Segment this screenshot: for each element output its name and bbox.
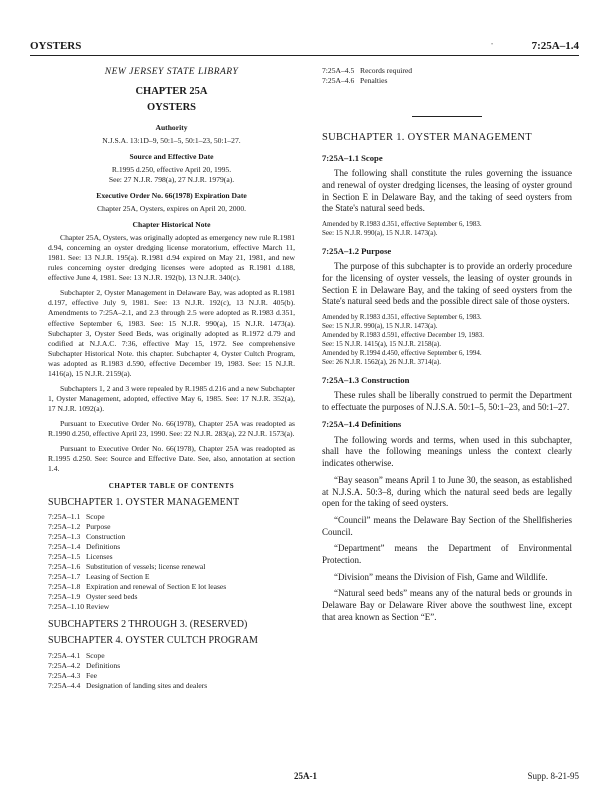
toc-subchapter-1-list: [48, 512, 295, 612]
toc-item[interactable]: [48, 562, 295, 572]
toc-item-title: Definitions: [86, 660, 121, 670]
library-stamp: NEW JERSEY STATE LIBRARY: [104, 67, 239, 77]
chapter-label: CHAPTER 25A: [135, 85, 208, 97]
toc-item-title: Designation of landing sites and dealers: [86, 680, 208, 690]
toc-item-title: Substitution of vessels; license renewal: [86, 562, 206, 572]
toc-item[interactable]: [48, 592, 295, 602]
toc-item-title: Licenses: [86, 552, 113, 562]
toc-item-number: 7:25A–1.3: [48, 532, 81, 542]
historical-paragraph: Subchapters 1, 2 and 3 were repealed by R.1985 d.216 and a new Subchapter 1, Oyster Management, adopted, effective May 6, 1985. See: 17 N.J.R. 352(a), 17 N.J.R. 1092(a).: [48, 383, 295, 413]
toc-item-title: Review: [86, 602, 110, 612]
toc-item[interactable]: [48, 522, 295, 532]
toc-item-number: 7:25A–1.1: [48, 512, 81, 522]
section-1-1-heading: 7:25A–1.1 Scope: [322, 152, 383, 163]
toc-item-title: Scope: [86, 650, 105, 660]
toc-item[interactable]: [322, 76, 572, 86]
source-title: Source and Effective Date: [129, 152, 214, 162]
historical-paragraph: Chapter 25A, Oysters, was originally adopted as emergency new rule R.1981 d.94, concerning an oyster dredging license moratorium, effective March 11, 1981. See: 13 N.J.R. 195(a). R.1981 d.94 expired on May 21, 1981, and new rules concerning oyster dredging licenses were adopted as R.1981 d.188, effective June 4, 1981. See: 13 N.J.R. 192(b), 13 N.J.R. 340(c).: [48, 233, 295, 283]
executive-order-text: Chapter 25A, Oysters, expires on April 20, 2000.: [96, 204, 247, 214]
toc-item[interactable]: [48, 671, 295, 681]
historical-paragraph: Pursuant to Executive Order No. 66(1978), Chapter 25A was readopted as R.1995 d.250. See: Source and Effective Date. See, also, annotation at section 1.4.: [48, 443, 295, 473]
toc-item-number: 7:25A–1.2: [48, 522, 81, 532]
executive-order-title: Executive Order No. 66(1978) Expiration Date: [96, 191, 247, 201]
source-text: R.1995 d.250, effective April 20, 1995. See: 27 N.J.R. 798(a), 27 N.J.R. 1979(a).: [108, 165, 235, 185]
toc-item-number: 7:25A–1.4: [48, 542, 81, 552]
toc-subchapter-4-heading: SUBCHAPTER 4. OYSTER CULTCH PROGRAM: [48, 635, 258, 647]
historical-paragraph: Subchapter 2, Oyster Management in Delaware Bay, was adopted as R.1981 d.197, effective July 9, 1981. See: 13 N.J.R. 192(c), 13 N.J.R. 405(b). Amendments to 7:25A–2.1, and 2.3 through 2.5 were adopted as R.1983 d.351, effective September 6, 1983. See: 15 N.J.R. 990(a), 15 N.J.R. 1473(a). Subchapter 3, Oyster Seed Beds, was originally adopted as R.1972 d.79 and codified at N.J.A.C. 7:36, effective May 15, 1972. See comprehensive Subchapter Historical Note. this chapter. Subchapter 4, Oyster Cultch Program, was adopted as R.1983 d.590, effective December 19, 1983. See: 15 N.J.R. 1416(a), 15 N.J.R. 2159(a).: [48, 288, 295, 378]
right-column: [322, 66, 572, 628]
toc-item-number: 7:25A–4.5: [322, 66, 355, 75]
toc-item[interactable]: [48, 572, 295, 582]
toc-item-title: Purpose: [86, 522, 111, 532]
definition-paragraph: “Council” means the Delaware Bay Section of the Shellfisheries Council.: [322, 514, 572, 537]
section-divider: [412, 116, 482, 117]
toc-subchapter-4-list: [48, 651, 295, 691]
toc-item-number: 7:25A–4.4: [48, 680, 81, 690]
toc-item[interactable]: [48, 651, 295, 661]
toc-item-number: 7:25A–4.2: [48, 660, 81, 670]
left-column: [48, 66, 295, 697]
header-rule: [30, 55, 579, 56]
definition-paragraph: The following words and terms, when used in this subchapter, shall have the following meanings unless the context clearly indicates otherwise.: [322, 434, 572, 469]
toc-item-number: 7:25A–1.10: [48, 602, 85, 612]
toc-item-title: Expiration and renewal of Section E lot leases: [86, 582, 227, 592]
historical-note-title: Chapter Historical Note: [132, 220, 211, 230]
supplement-date: Supp. 8-21-95: [527, 771, 579, 781]
page-number: 25A-1: [294, 771, 317, 781]
toc-subchapter-4-continued: [322, 66, 572, 86]
toc-item-number: 7:25A–1.9: [48, 592, 81, 602]
section-1-2-amendments: Amended by R.1983 d.351, effective September 6, 1983. See: 15 N.J.R. 990(a), 15 N.J.R. 1473(a). Amended by R.1983 d.591, effective December 19, 1983. See: 15 N.J.R. 1415(a), 15 N.J.R. 2158(a). Amended by R.1994 d.450, effective September 6, 1994. See: 26 N.J.R. 1562(a), 26 N.J.R. 3714(a).: [322, 312, 484, 366]
toc-item[interactable]: [48, 681, 295, 691]
section-1-1-text: The following shall constitute the rules governing the issuance and renewal of oyster dredging licenses, the leasing of oyster ground in Section E in Delaware Bay, and the taking of seed oysters from the State's natural seed beds.: [322, 168, 572, 214]
running-head-section: 7:25A–1.4: [531, 40, 579, 52]
historical-paragraph: Pursuant to Executive Order No. 66(1978), Chapter 25A was readopted as R.1990 d.250, effective April 23, 1990. See: 22 N.J.R. 283(a), 22 N.J.R. 1573(a).: [48, 418, 295, 438]
toc-title: CHAPTER TABLE OF CONTENTS: [108, 481, 235, 490]
section-1-2-text: The purpose of this subchapter is to provide an orderly procedure for the licensing of oyster vessels, the leasing of oyster grounds in Section E in Delaware Bay, and the taking of seed oysters from the State's natural seed beds and the possible direct sale of those oysters.: [322, 261, 572, 307]
toc-item-number: 7:25A–4.6: [322, 76, 355, 86]
toc-item[interactable]: [48, 532, 295, 542]
toc-item-title: Records required: [360, 66, 413, 75]
authority-title: Authority: [155, 123, 188, 133]
section-1-1-amendments: Amended by R.1983 d.351, effective September 6, 1983. See: 15 N.J.R. 990(a), 15 N.J.R. 1473(a).: [322, 219, 482, 237]
toc-item-title: Fee: [86, 670, 97, 680]
toc-item-title: Construction: [86, 532, 126, 542]
section-1-3-heading: 7:25A–1.3 Construction: [322, 374, 410, 385]
toc-item-title: Scope: [86, 512, 105, 522]
toc-item-title: Penalties: [360, 76, 388, 86]
toc-item-number: 7:25A–1.6: [48, 562, 81, 572]
toc-item[interactable]: [48, 582, 295, 592]
toc-item-number: 7:25A–4.1: [48, 650, 81, 660]
toc-item-number: 7:25A–1.7: [48, 572, 81, 582]
toc-item-title: Oyster seed beds: [86, 592, 138, 602]
toc-subchapters-2-3-heading: SUBCHAPTERS 2 THROUGH 3. (RESERVED): [48, 619, 248, 631]
toc-item-number: 7:25A–1.8: [48, 582, 81, 592]
toc-item-title: Leasing of Section E: [86, 572, 150, 582]
definition-paragraph: “Department” means the Department of Environmental Protection.: [322, 543, 572, 565]
header-mark: •: [491, 42, 494, 48]
toc-item-title: Definitions: [86, 542, 121, 552]
page-header: [30, 40, 579, 52]
toc-item[interactable]: [48, 552, 295, 562]
toc-item[interactable]: [48, 661, 295, 671]
subchapter-1-heading: SUBCHAPTER 1. OYSTER MANAGEMENT: [322, 132, 532, 144]
toc-item[interactable]: [48, 512, 295, 522]
authority-text: N.J.S.A. 13:1D–9, 50:1–5, 50:1–23, 50:1–27.: [102, 136, 241, 146]
running-head-title: OYSTERS: [30, 40, 82, 52]
toc-item-number: 7:25A–4.3: [48, 670, 81, 680]
toc-item-number: 7:25A–1.5: [48, 552, 81, 562]
definition-paragraph: “Natural seed beds” means any of the natural beds or grounds in Delaware Bay or Delaware River above the southwest line, except that area known as Section “E”.: [322, 588, 572, 622]
definition-paragraph: “Division” means the Division of Fish, Game and Wildlife.: [334, 571, 548, 582]
toc-item[interactable]: [48, 602, 295, 612]
toc-subchapter-1-heading: SUBCHAPTER 1. OYSTER MANAGEMENT: [48, 496, 240, 508]
toc-item[interactable]: [322, 66, 572, 76]
section-1-4-heading: 7:25A–1.4 Definitions: [322, 419, 402, 430]
chapter-name: OYSTERS: [146, 102, 197, 114]
toc-item[interactable]: [48, 542, 295, 552]
section-1-2-heading: 7:25A–1.2 Purpose: [322, 245, 392, 256]
definition-paragraph: “Bay season” means April 1 to June 30, the season, as established at N.J.S.A. 50:3–8, during which the natural seed beds are legally open for the taking of seed oysters.: [322, 474, 572, 509]
section-1-3-text: These rules shall be liberally construed to permit the Department to effectuate the purposes of N.J.S.A. 50:1–5, 50:1–23, and 50:1–27.: [322, 390, 572, 412]
